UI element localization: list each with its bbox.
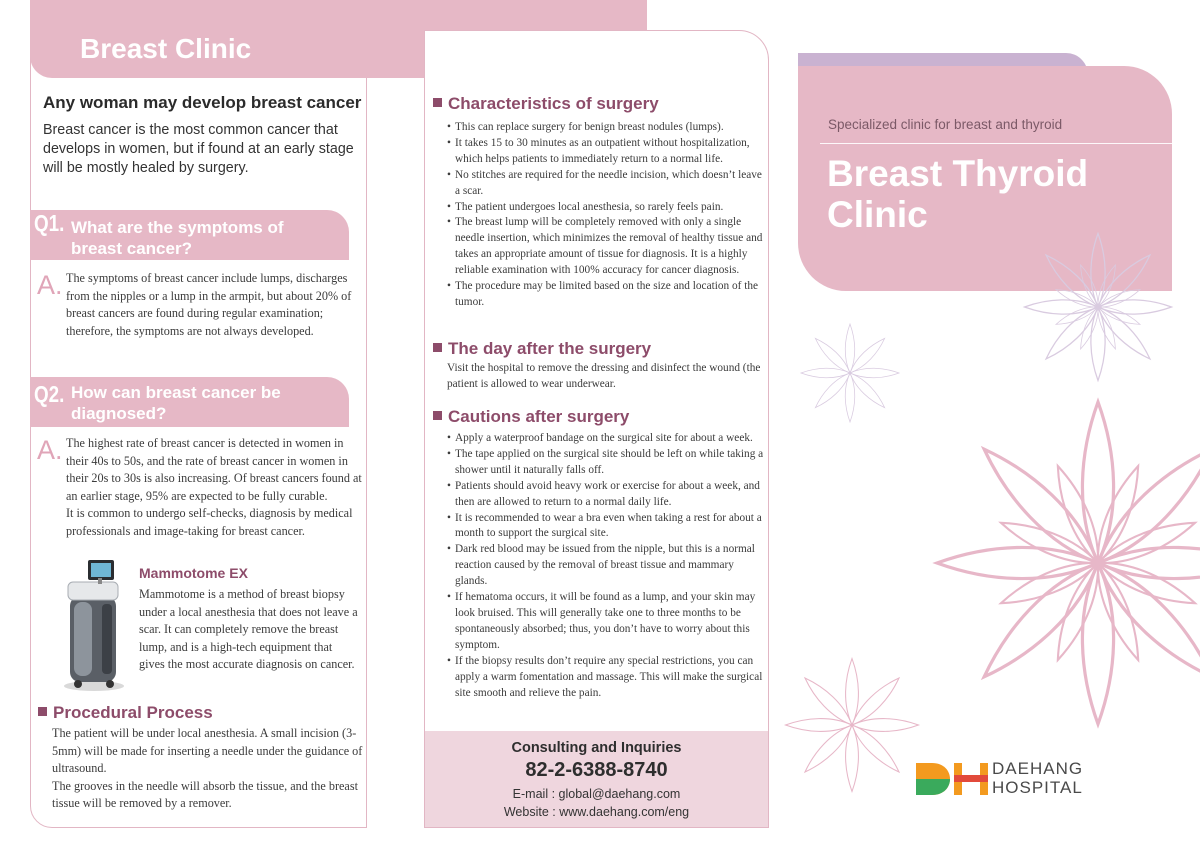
procedural-heading: Procedural Process xyxy=(38,703,213,723)
characteristics-list xyxy=(447,120,765,311)
list-item: • It takes 15 to 30 minutes as an outpatient without hospitalization, which helps patients to immediately return to a normal life. xyxy=(447,136,765,168)
procedural-paragraph: The patient will be under local anesthesia. A small incision (3-5mm) will be made for inserting a needle under the guidance of ultrasound. xyxy=(52,726,363,775)
day-after-heading: The day after the surgery xyxy=(433,339,651,359)
list-item: • If hematoma occurs, it will be found as a lump, and your skin may look bruised. This will generally take one to three months to be spontaneously absorbed; thus, you don’t have to worry about this symptom. xyxy=(447,590,765,654)
day-after-text: Visit the hospital to remove the dressing and disinfect the wound (the patient is allowed to wear underwear. xyxy=(447,362,761,390)
list-item: • Patients should avoid heavy work or exercise for about a week, and then are allowed to return to a normal daily life. xyxy=(447,479,765,511)
answer-text-q1: The symptoms of breast cancer include lumps, discharges from the nipples or a lump in the armpit, but about 20% of breast cancers are found during regular examination; therefore, the symptoms are not always developed. xyxy=(66,271,352,338)
cover-divider xyxy=(820,143,1172,144)
question-number-q1: Q1. xyxy=(34,210,65,236)
answer-paragraph: It is common to undergo self-checks, diagnosis by medical professionals and image-taking for breast cancer. xyxy=(66,506,353,538)
list-item: • Apply a waterproof bandage on the surgical site for about a week. xyxy=(447,431,765,447)
characteristics-heading: Characteristics of surgery xyxy=(433,94,659,114)
square-bullet-icon xyxy=(38,707,47,716)
logo-text-line1: DAEHANG xyxy=(992,759,1084,778)
list-item: • The breast lump will be completely removed with only a single needle insertion, which minimizes the removal of healthy tissue and takes an appropriate amount of tissue for diagnosis. It is a highly reliable examination with 100% accuracy for cancer diagnosis. xyxy=(447,215,765,279)
question-text-q2: How can breast cancer be diagnosed? xyxy=(71,383,281,423)
list-item: • Dark red blood may be issued from the nipple, but this is a normal reaction caused by the removal of breast tissue and mammary glands. xyxy=(447,542,765,590)
mammotome-text: Mammotome is a method of breast biopsy under a local anesthesia that does not leave a scar. It can completely remove the breast lump, and is a high-tech equipment that gives the most accurate diagnosis on cancer. xyxy=(139,587,358,671)
square-bullet-icon xyxy=(433,411,442,420)
cover-title: Breast Thyroid Clinic xyxy=(827,153,1089,235)
list-item: • It is recommended to wear a bra even when taking a rest for about a month to support the surgical site. xyxy=(447,511,765,543)
list-item: • No stitches are required for the needle incision, which doesn’t leave a scar. xyxy=(447,168,765,200)
mammotome-title: Mammotome EX xyxy=(139,565,248,581)
list-item: • The procedure may be limited based on the size and location of the tumor. xyxy=(447,279,765,311)
list-item: • The tape applied on the surgical site should be left on while taking a shower until it naturally falls off. xyxy=(447,447,765,479)
list-item: • If the biopsy results don’t require any special restrictions, you can apply a warm fomentation and massage. This will make the surgical site smooth and relieve the pain. xyxy=(447,654,765,702)
website-link[interactable]: Website : www.daehang.com/eng xyxy=(503,805,690,819)
cautions-list xyxy=(447,431,765,701)
cautions-heading: Cautions after surgery xyxy=(433,407,629,427)
question-number-q2: Q2. xyxy=(34,381,65,407)
cover-subtitle: Specialized clinic for breast and thyroid xyxy=(828,117,1063,132)
square-bullet-icon xyxy=(433,343,442,352)
phone-number[interactable]: 82-2-6388-8740 xyxy=(525,759,668,781)
consulting-title: Consulting and Inquiries xyxy=(511,740,682,756)
procedural-text xyxy=(52,725,364,813)
square-bullet-icon xyxy=(433,98,442,107)
answer-letter-q1: A. xyxy=(37,270,63,300)
question-text-q1: What are the symptoms of breast cancer? xyxy=(71,218,284,258)
list-item: • This can replace surgery for benign breast nodules (lumps). xyxy=(447,120,765,136)
procedural-paragraph: The grooves in the needle will absorb the tissue, and the breast tissue will be removed by a remover. xyxy=(52,778,358,810)
answer-text-q2 xyxy=(66,435,362,540)
answer-paragraph: The highest rate of breast cancer is detected in women in their 40s to 50s, and the rate of breast cancer in women in their 20s to 30s is also increasing. Of breast cancers found at an earlier stage, 95% are expected to be fully curable. xyxy=(66,436,362,503)
answer-letter-q2: A. xyxy=(37,435,63,465)
email-address[interactable]: E-mail : global@daehang.com xyxy=(512,787,681,801)
logo-text-line2: HOSPITAL xyxy=(992,778,1083,797)
mammotome-device-image xyxy=(58,558,130,693)
section-heading: Any woman may develop breast cancer xyxy=(43,93,362,112)
panel-title: Breast Clinic xyxy=(80,33,252,64)
intro-paragraph: Breast cancer is the most common cancer that develops in women, but if found at an early stage will be mostly healed by surgery. xyxy=(43,122,354,176)
list-item: • The patient undergoes local anesthesia, so rarely feels pain. xyxy=(447,200,765,216)
